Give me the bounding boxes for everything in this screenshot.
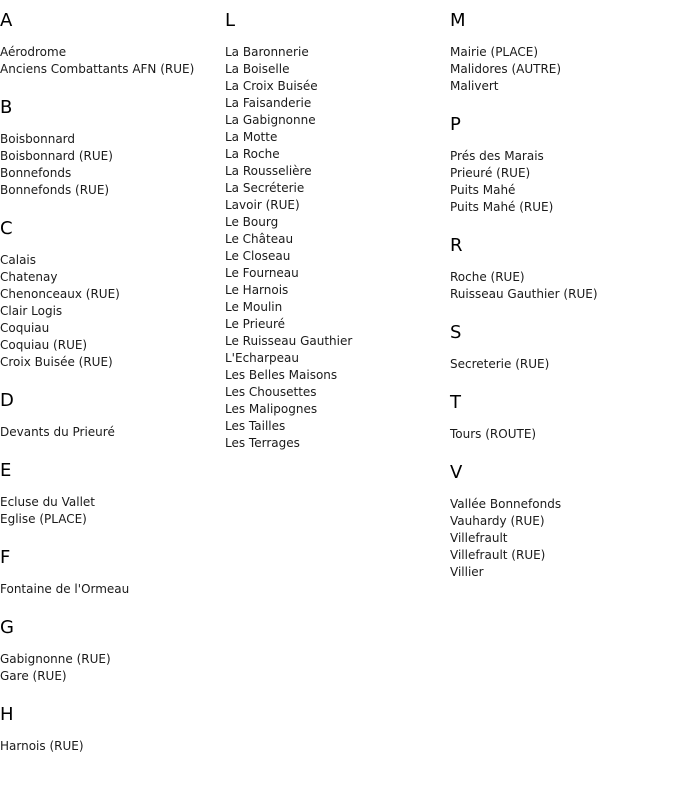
- section-letter-heading: D: [0, 390, 14, 411]
- street-link[interactable]: La Roche: [225, 147, 280, 161]
- section-letter-heading: B: [0, 97, 13, 118]
- section-letter-heading: H: [0, 704, 14, 725]
- street-list: [225, 44, 445, 452]
- street-link[interactable]: Vallée Bonnefonds: [450, 497, 562, 511]
- letter-section: [450, 114, 670, 216]
- street-link[interactable]: Croix Buisée (RUE): [0, 355, 113, 369]
- street-link[interactable]: Coquiau: [0, 321, 50, 335]
- street-list: [0, 581, 220, 598]
- section-letter-heading: A: [0, 10, 13, 31]
- letter-section: [450, 462, 670, 581]
- letter-section: [0, 10, 220, 78]
- street-link[interactable]: Roche (RUE): [450, 270, 525, 284]
- section-letter-heading: F: [0, 547, 11, 568]
- street-link[interactable]: Secreterie (RUE): [450, 357, 550, 371]
- street-list: [0, 494, 220, 528]
- street-link[interactable]: Les Terrages: [225, 436, 300, 450]
- street-link[interactable]: Anciens Combattants AFN (RUE): [0, 62, 195, 76]
- letter-section: [0, 547, 220, 598]
- section-letter-heading: E: [0, 460, 12, 481]
- section-letter-heading: G: [0, 617, 14, 638]
- street-link[interactable]: Villefrault: [450, 531, 508, 545]
- section-letter-heading: L: [225, 10, 236, 31]
- street-list: [0, 44, 220, 78]
- section-letter-heading: C: [0, 218, 13, 239]
- street-link[interactable]: Malidores (AUTRE): [450, 62, 562, 76]
- street-link[interactable]: Lavoir (RUE): [225, 198, 300, 212]
- street-list: [450, 44, 670, 95]
- letter-section: [0, 218, 220, 371]
- section-letter-heading: V: [450, 462, 463, 483]
- street-link[interactable]: Vauhardy (RUE): [450, 514, 545, 528]
- letter-section: [0, 97, 220, 199]
- street-list: [0, 131, 220, 199]
- street-link[interactable]: La Gabignonne: [225, 113, 316, 127]
- letter-section: [450, 322, 670, 373]
- street-link[interactable]: Le Fourneau: [225, 266, 299, 280]
- letter-section: [450, 392, 670, 443]
- street-link[interactable]: Boisbonnard: [0, 132, 76, 146]
- street-link[interactable]: Gabignonne (RUE): [0, 652, 111, 666]
- street-link[interactable]: Coquiau (RUE): [0, 338, 88, 352]
- street-link[interactable]: Les Tailles: [225, 419, 286, 433]
- street-list: [450, 496, 670, 581]
- street-link[interactable]: Puits Mahé: [450, 183, 516, 197]
- street-link[interactable]: Prieuré (RUE): [450, 166, 531, 180]
- letter-section: [0, 390, 220, 441]
- street-link[interactable]: Aérodrome: [0, 45, 67, 59]
- street-link[interactable]: La Motte: [225, 130, 278, 144]
- street-link[interactable]: Chenonceaux (RUE): [0, 287, 120, 301]
- street-link[interactable]: Devants du Prieuré: [0, 425, 115, 439]
- street-link[interactable]: L'Echarpeau: [225, 351, 300, 365]
- street-link[interactable]: Les Malipognes: [225, 402, 318, 416]
- letter-section: [450, 235, 670, 303]
- letter-section: [0, 704, 220, 755]
- street-link[interactable]: Le Moulin: [225, 300, 283, 314]
- street-list: [450, 426, 670, 443]
- street-link[interactable]: Le Prieuré: [225, 317, 286, 331]
- street-list: [450, 269, 670, 303]
- street-list: [450, 356, 670, 373]
- street-link[interactable]: Chatenay: [0, 270, 58, 284]
- section-letter-heading: S: [450, 322, 462, 343]
- street-list: [450, 148, 670, 216]
- letter-section: [0, 617, 220, 685]
- street-link[interactable]: La Boiselle: [225, 62, 290, 76]
- street-link[interactable]: Bonnefonds: [0, 166, 72, 180]
- street-list: [0, 424, 220, 441]
- street-link[interactable]: Ruisseau Gauthier (RUE): [450, 287, 598, 301]
- index-column-1: [0, 10, 220, 774]
- street-link[interactable]: Villefrault (RUE): [450, 548, 546, 562]
- street-link[interactable]: Boisbonnard (RUE): [0, 149, 113, 163]
- section-letter-heading: R: [450, 235, 463, 256]
- street-list: [0, 738, 220, 755]
- street-link[interactable]: Malivert: [450, 79, 499, 93]
- street-link[interactable]: Le Harnois: [225, 283, 289, 297]
- street-link[interactable]: La Baronnerie: [225, 45, 309, 59]
- section-letter-heading: M: [450, 10, 466, 31]
- street-link[interactable]: Le Bourg: [225, 215, 279, 229]
- street-link[interactable]: Gare (RUE): [0, 669, 67, 683]
- index-column-2: [225, 10, 445, 471]
- street-link[interactable]: Harnois (RUE): [0, 739, 84, 753]
- street-link[interactable]: Puits Mahé (RUE): [450, 200, 554, 214]
- street-link[interactable]: Ecluse du Vallet: [0, 495, 95, 509]
- street-link[interactable]: Les Chousettes: [225, 385, 317, 399]
- street-link[interactable]: La Secréterie: [225, 181, 305, 195]
- street-link[interactable]: La Croix Buisée: [225, 79, 318, 93]
- street-link[interactable]: Fontaine de l'Ormeau: [0, 582, 130, 596]
- street-link[interactable]: Prés des Marais: [450, 149, 544, 163]
- street-list: [0, 651, 220, 685]
- letter-section: [0, 460, 220, 528]
- street-link[interactable]: Villier: [450, 565, 484, 579]
- street-link[interactable]: Clair Logis: [0, 304, 63, 318]
- street-link[interactable]: La Faisanderie: [225, 96, 312, 110]
- street-link[interactable]: Bonnefonds (RUE): [0, 183, 110, 197]
- street-link[interactable]: Mairie (PLACE): [450, 45, 539, 59]
- street-link[interactable]: La Rousselière: [225, 164, 312, 178]
- letter-section: [225, 10, 445, 452]
- street-link[interactable]: Le Ruisseau Gauthier: [225, 334, 353, 348]
- index-column-3: [450, 10, 670, 600]
- street-link[interactable]: Tours (ROUTE): [450, 427, 537, 441]
- street-link[interactable]: Le Château: [225, 232, 294, 246]
- section-letter-heading: P: [450, 114, 461, 135]
- street-link[interactable]: Eglise (PLACE): [0, 512, 87, 526]
- street-link[interactable]: Les Belles Maisons: [225, 368, 338, 382]
- street-list: [0, 252, 220, 371]
- section-letter-heading: T: [450, 392, 461, 413]
- street-link[interactable]: Calais: [0, 253, 37, 267]
- street-link[interactable]: Le Closeau: [225, 249, 291, 263]
- letter-section: [450, 10, 670, 95]
